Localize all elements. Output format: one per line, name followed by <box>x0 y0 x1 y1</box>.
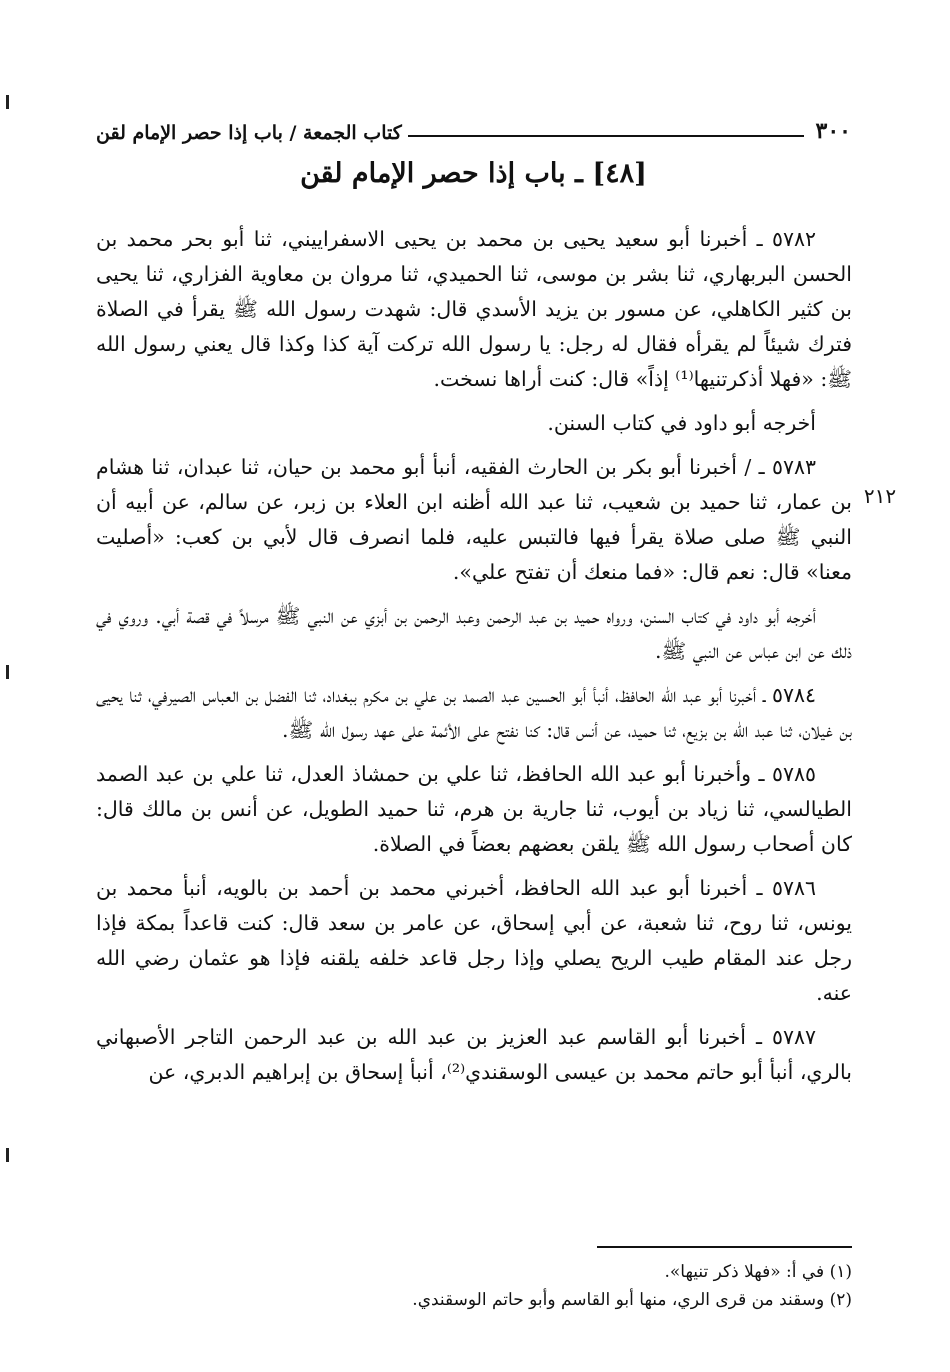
scan-edge-mark <box>6 665 9 679</box>
margin-reference: ٢١٢ <box>863 484 897 508</box>
footnote-separator <box>597 1246 852 1248</box>
running-title: كتاب الجمعة / باب إذا حصر الإمام لقن <box>96 122 402 144</box>
footnote-1: (١) في أ: «فهلا ذكر تنيها». <box>664 1262 852 1282</box>
hadith-5784: ٥٧٨٤ ـ أخبرنا أبو عبد الله الحافظ، أنبأ أبو الحسين عبد الصمد بن علي بن مكرم ببغداد، ثنا الفضل بن العباس الصيرفي، ثنا يحيى بن غيلان، ثنا عبد الله بن بزيع، ثنا حميد، عن أنس قال: كنا نفتح على الأئمة على عهد رسول الله ﷺ. <box>96 683 852 742</box>
hadith-5787: ٥٧٨٧ ـ أخبرنا أبو القاسم عبد العزيز بن عبد الله بن عبد الرحمن التاجر الأصبهاني بالري، أنبأ أبو حاتم محمد بن عيسى الوسقندي⁽²⁾، أنبأ إسحاق بن إبراهيم الدبري، عن <box>96 1025 852 1084</box>
running-header <box>96 108 851 144</box>
hadith-5786: ٥٧٨٦ ـ أخبرنا أبو عبد الله الحافظ، أخبرني محمد بن أحمد بن بالويه، أنبأ محمد بن يونس، ثنا روح، ثنا شعبة، عن أبي إسحاق، عن عامر بن سعد قال: كنت قاعداً بمكة فإذا رجل عند المقام طيب الريح يصلي وإذا رجل قاعد خلفه يلقنه فإذا هو عثمان رضي الله عنه. <box>96 876 852 1005</box>
chapter-title: [٤٨] ـ باب إذا حصر الإمام لقن <box>300 158 647 189</box>
header-rule <box>408 135 804 137</box>
scan-edge-mark <box>6 1148 9 1162</box>
footnote-2: (٢) وسقند من قرى الري، منها أبو القاسم وأبو حاتم الوسقندي. <box>412 1290 852 1310</box>
footnotes <box>96 1258 852 1314</box>
takhrij-note: أخرجه أبو داود في كتاب السنن، ورواه حميد بن عبد الرحمن وعبد الرحمن بن أبزي عن النبي ﷺ مرسلاً في قصة أبي. وروي في ذلك عن ابن عباس عن النبي ﷺ. <box>96 604 852 663</box>
hadith-5782: ٥٧٨٢ ـ أخبرنا أبو سعيد يحيى بن محمد بن يحيى الاسفراييني، ثنا أبو بحر محمد بن الحسن البربهاري، ثنا بشر بن موسى، ثنا الحميدي، ثنا مروان بن معاوية الفزاري، ثنا يحيى بن كثير الكاهلي، عن مسور بن يزيد الأسدي قال: شهدت رسول الله ﷺ يقرأ في الصلاة فترك شيئاً لم يقرأه فقال له رجل: يا رسول الله تركت آية كذا وكذا قال يعني رسول الله ﷺ: «فهلا أذكرتنيها⁽¹⁾ إذاً» قال: كنت أراها نسخت. <box>96 227 852 391</box>
hadith-5783: ٥٧٨٣ ـ / أخبرنا أبو بكر بن الحارث الفقيه، أنبأ أبو محمد بن حيان، ثنا عبدان، ثنا هشام بن عمار، ثنا حميد بن شعيب، ثنا عبد الله أظنه ابن العلاء بن زبر، عن سالم، عن أبيه أن النبي ﷺ صلى صلاة يقرأ فيها فالتبس عليه، فلما انصرف قال لأبي بن كعب: «أصليت معنا» قال: نعم قال: «فما منعك أن تفتح علي». <box>96 455 852 584</box>
takhrij-note: أخرجه أبو داود في كتاب السنن. <box>547 411 816 435</box>
page-number: ٣٠٠ <box>815 118 851 144</box>
main-text <box>96 222 852 1099</box>
hadith-5785: ٥٧٨٥ ـ وأخبرنا أبو عبد الله الحافظ، ثنا علي بن حمشاذ العدل، ثنا علي بن عبد الصمد الطيالسي، ثنا زياد بن أيوب، ثنا جارية بن هرم، ثنا حميد الطويل، عن أنس بن مالك قال: كان أصحاب رسول الله ﷺ يلقن بعضهم بعضاً في الصلاة. <box>96 762 852 856</box>
scan-edge-mark <box>6 95 9 109</box>
